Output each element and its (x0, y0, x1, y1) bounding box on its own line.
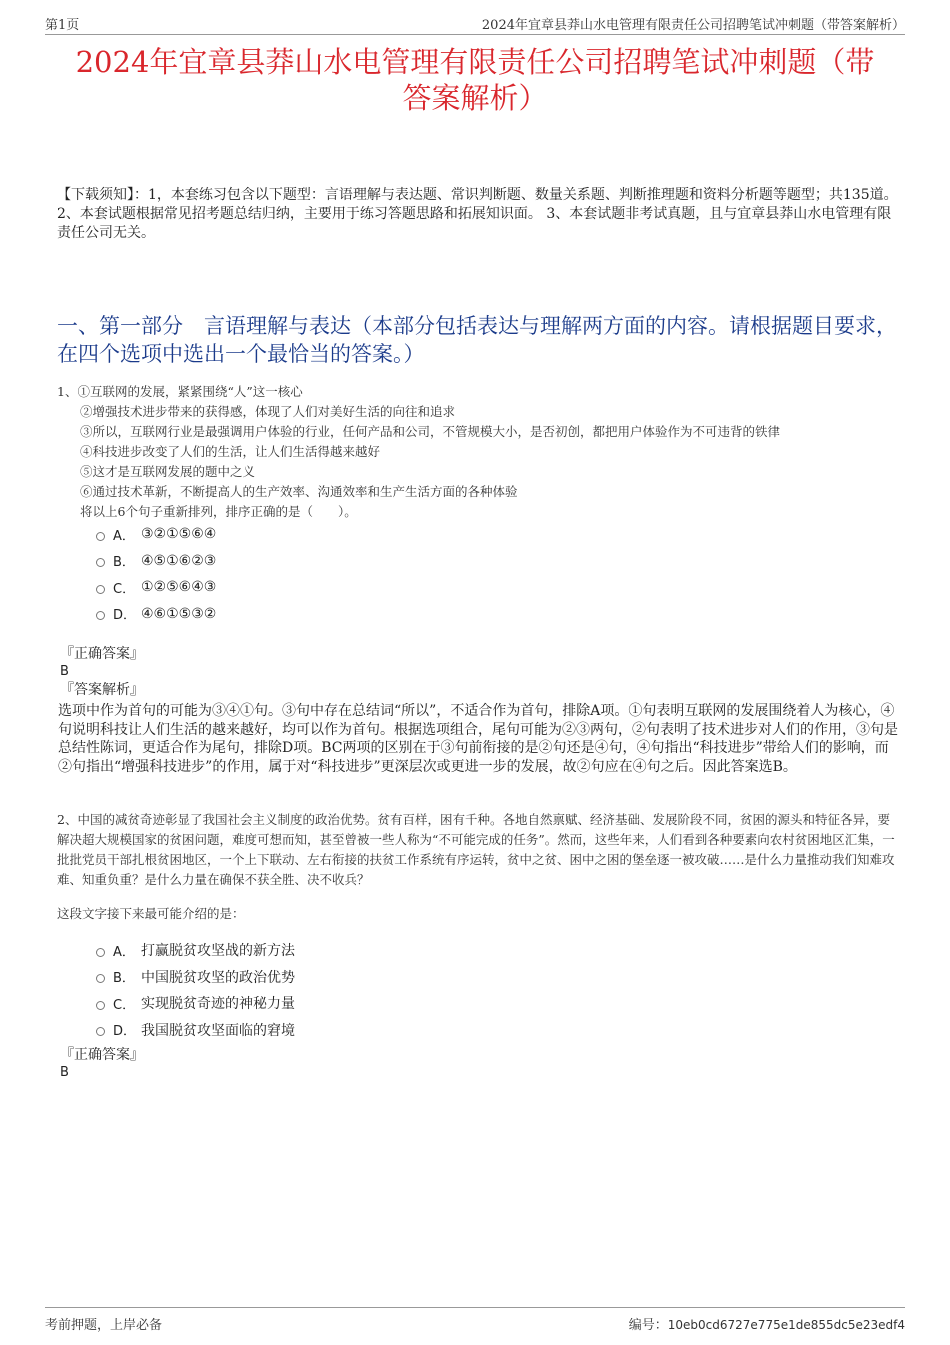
page-header (45, 14, 905, 35)
q1-explain-label: 『答案解析』 (60, 682, 144, 698)
radio-icon[interactable] (96, 585, 105, 594)
q2-options (96, 937, 295, 1043)
q1-line-2: ②增强技术进步带来的获得感，体现了人们对美好生活的向往和追求 (80, 404, 456, 419)
q2-answer-label: 『正确答案』 (60, 1047, 144, 1063)
radio-icon[interactable] (96, 611, 105, 620)
header-doc-title: 2024年宜章县莽山水电管理有限责任公司招聘笔试冲刺题（带答案解析） (481, 18, 905, 33)
radio-icon[interactable] (96, 948, 105, 957)
radio-icon[interactable] (96, 1027, 105, 1036)
q1-answer-label: 『正确答案』 (60, 646, 144, 662)
q1-answer-value: B (60, 664, 69, 679)
q1-option-a[interactable]: A． ③②①⑤⑥④ (96, 521, 216, 548)
radio-icon[interactable] (96, 532, 105, 541)
footer-slogan: 考前押题，上岸必备 (45, 1318, 163, 1333)
q2-prompt: 这段文字接下来最可能介绍的是： (57, 906, 245, 921)
question-1 (57, 382, 902, 522)
question-2 (57, 810, 902, 924)
section-heading: 一、第一部分 言语理解与表达（本部分包括表达与理解两方面的内容。请根据题目要求，在四个选项中选出一个最恰当的答案。） (57, 314, 897, 366)
q1-option-c[interactable]: C． ①②⑤⑥④③ (96, 574, 216, 601)
q1-line-1: 1、①互联网的发展，紧紧围绕“人”这一核心 (57, 384, 303, 399)
q2-option-b[interactable]: B． 中国脱贫攻坚的政治优势 (96, 964, 295, 991)
q2-answer (60, 1046, 902, 1082)
radio-icon[interactable] (96, 558, 105, 567)
q2-answer-value: B (60, 1065, 69, 1080)
footer-code: 编号：10eb0cd6727e775e1de855dc5e23edf4 (628, 1318, 905, 1333)
title-line-1: 2024年宜章县莽山水电管理有限责任公司招聘笔试冲刺题（带 (75, 45, 875, 79)
q1-options (96, 521, 216, 627)
q1-answer (60, 645, 902, 699)
q1-explanation: 选项中作为首句的可能为③④①句。③句中存在总结词“所以”，不适合作为首句，排除A项。①句表明互联网的发展围绕着人为核心，④句说明科技让人们生活的越来越好，均可以作为首句。根据选项组合，尾句可能为②③两句，②句表明了技术进步对人们的作用，③句是总结性陈词，更适合作为尾句，排除D项。BC两项的区别在于③句前衔接的是②句还是④句，④句指出“科技进步”带给人们的影响，而②句指出“增强科技进步”的作用，属于对“科技进步”更深层次或更进一步的发展，故②句应在④句之后。因此答案选B。 (58, 703, 898, 775)
q1-line-3: ③所以，互联网行业是最强调用户体验的行业，任何产品和公司，不管规模大小，是否初创，都把用户体验作为不可违背的铁律 (80, 424, 781, 439)
q1-line-4: ④科技进步改变了人们的生活，让人们生活得越来越好 (80, 444, 381, 459)
q2-option-a[interactable]: A． 打赢脱贫攻坚战的新方法 (96, 937, 295, 964)
q1-option-b[interactable]: B． ④⑤①⑥②③ (96, 548, 216, 575)
download-notice: 【下载须知】：1，本套练习包含以下题型：言语理解与表达题、常识判断题、数量关系题、判断推理题和资料分析题等题型；共135道。 2、本套试题根据常见招考题总结归纳，主要用于练习答题思路和拓展知识面。 3、本套试题非考试真题，且与宜章县莽山水电管理有限责任公司无关。 (57, 187, 898, 241)
radio-icon[interactable] (96, 1001, 105, 1010)
q1-line-7: 将以上6个句子重新排列，排序正确的是（ ）。 (80, 504, 357, 519)
page-title (40, 44, 910, 116)
title-line-2: 答案解析） (402, 81, 548, 115)
q2-option-d[interactable]: D． 我国脱贫攻坚面临的窘境 (96, 1017, 295, 1044)
q1-option-d[interactable]: D． ④⑥①⑤③② (96, 601, 216, 628)
q1-line-5: ⑤这才是互联网发展的题中之义 (80, 464, 256, 479)
q2-option-c[interactable]: C． 实现脱贫奇迹的神秘力量 (96, 990, 295, 1017)
page-number: 第1页 (45, 18, 80, 33)
q1-line-6: ⑥通过技术革新，不断提高人的生产效率、沟通效率和生产生活方面的各种体验 (80, 484, 518, 499)
q2-text: 2、中国的减贫奇迹彰显了我国社会主义制度的政治优势。贫有百样，困有千种。各地自然禀赋、经济基础、发展阶段不同，贫困的源头和特征各异，要解决超大规模国家的贫困问题，难度可想而知，甚至曾被一些人称为“不可能完成的任务”。然而，这些年来，人们看到各种要素向农村贫困地区汇集，一批批党员干部扎根贫困地区，一个上下联动、左右衔接的扶贫工作系统有序运转，贫中之贫、困中之困的堡垒逐一被攻破……是什么力量推动我们知难攻难、知重负重？是什么力量在确保不获全胜、决不收兵？ (57, 812, 895, 887)
page-footer (45, 1307, 905, 1333)
radio-icon[interactable] (96, 974, 105, 983)
